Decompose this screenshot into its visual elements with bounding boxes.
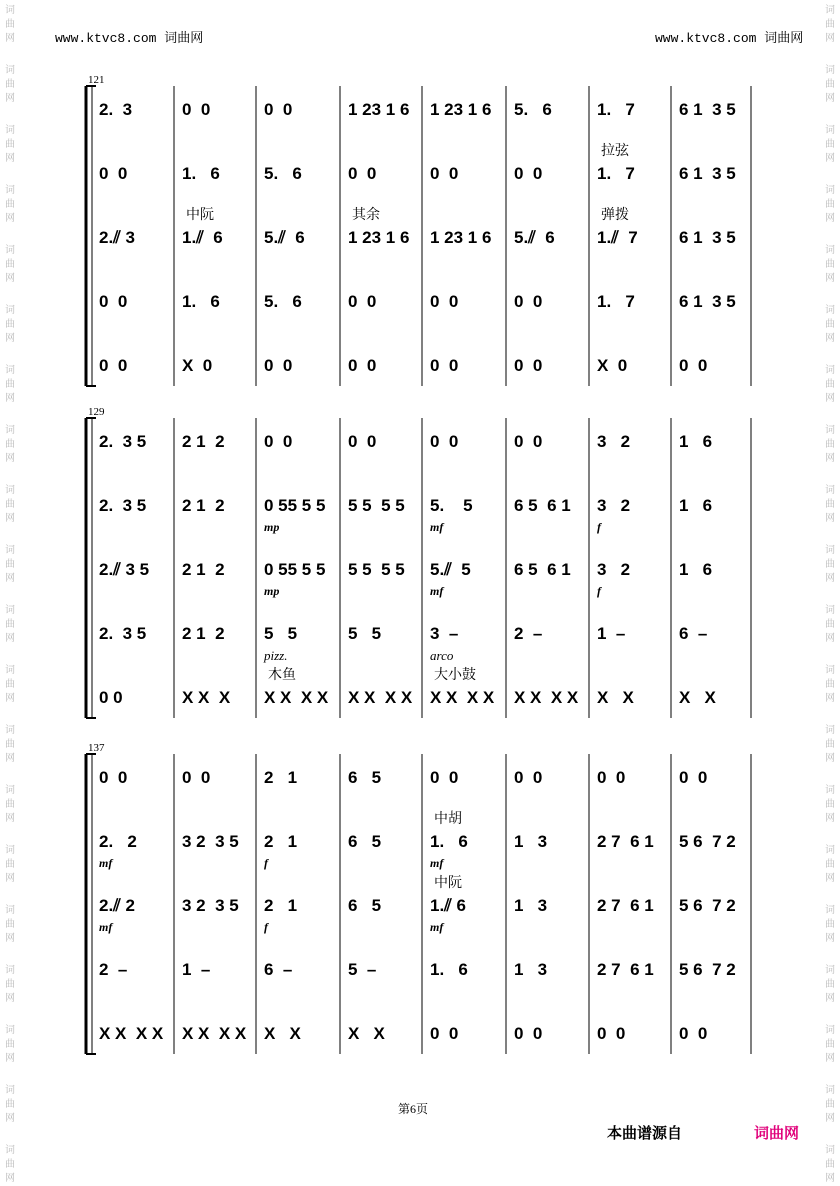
notation-cell: 5 5 5 5 [348, 560, 405, 579]
notation-cell: 1 23 1 6 [430, 228, 492, 247]
watermark-glyph: 曲 [825, 859, 835, 870]
notation-cell: 2 1 2 [182, 496, 225, 515]
watermark-glyph: 曲 [5, 919, 15, 930]
notation-cell: 0 0 [430, 768, 459, 787]
notation-cell: 6 5 [348, 896, 382, 915]
dynamic-mark: mf [430, 920, 444, 934]
notation-cell: 1 23 1 6 [430, 100, 492, 119]
notation-cell: 3 2 3 5 [182, 832, 239, 851]
watermark-glyph: 词 [5, 185, 15, 196]
dynamic-mark: mf [430, 520, 444, 534]
watermark-glyph: 网 [825, 1113, 835, 1124]
notation-cell: 2. 3 5 [99, 624, 147, 643]
notation-cell: 0 0 [430, 164, 459, 183]
watermark-glyph: 网 [5, 1173, 15, 1184]
notation-cell: 2. 3 5 [99, 496, 147, 515]
watermark-glyph: 词 [5, 1025, 15, 1036]
watermark-glyph: 网 [5, 333, 15, 344]
notation-cell: 2 1 [264, 896, 298, 915]
notation-cell: 1 23 1 6 [348, 100, 410, 119]
watermark-glyph: 网 [5, 1113, 15, 1124]
watermark-glyph: 词 [5, 965, 15, 976]
notation-cell: 1 – [597, 624, 626, 643]
watermark-glyph: 词 [825, 1025, 835, 1036]
watermark-glyph: 词 [5, 665, 15, 676]
notation-cell: 1. 7 [597, 292, 635, 311]
notation-cell: 0 0 [264, 432, 293, 451]
watermark-glyph: 网 [5, 993, 15, 1004]
source-label: 本曲谱源自 [607, 1125, 683, 1142]
notation-cell: 0 0 [430, 1024, 459, 1043]
watermark-glyph: 曲 [825, 679, 835, 690]
watermark-glyph: 词 [825, 1085, 835, 1096]
notation-cell: X X X X [348, 688, 413, 707]
notation-cell: 5. 5 [430, 496, 473, 515]
notation-cell: 1. 6 [182, 292, 220, 311]
instrument-label: 木鱼 [268, 666, 296, 682]
watermark-glyph: 曲 [5, 319, 15, 330]
watermark-glyph: 曲 [825, 319, 835, 330]
watermark-glyph: 网 [5, 513, 15, 524]
watermark-glyph: 网 [5, 273, 15, 284]
notation-cell: 1 – [182, 960, 211, 979]
notation-cell: 3 2 [597, 432, 631, 451]
watermark-glyph: 词 [5, 905, 15, 916]
notation-cell: 6 1 3 5 [679, 292, 736, 311]
notation-cell: 0 0 [430, 356, 459, 375]
notation-cell: 1 3 [514, 960, 548, 979]
notation-cell: 0 0 [182, 768, 211, 787]
watermark-glyph: 网 [5, 93, 15, 104]
notation-cell: 6 5 6 1 [514, 560, 571, 579]
notation-cell: 1 3 [514, 896, 548, 915]
notation-cell: 5.⫽ 6 [514, 228, 555, 247]
watermark-glyph: 词 [825, 65, 835, 76]
watermark-glyph: 词 [5, 545, 15, 556]
notation-cell: 5 5 5 5 [348, 496, 405, 515]
technique-mark: pizz. [264, 648, 288, 663]
notation-cell: 5.⫽ 6 [264, 228, 305, 247]
watermark-glyph: 词 [5, 845, 15, 856]
notation-cell: 1. 6 [430, 832, 468, 851]
instrument-label: 中阮 [186, 206, 214, 222]
notation-cell: 6 5 6 1 [514, 496, 571, 515]
notation-cell: 5 6 7 2 [679, 960, 736, 979]
notation-cell: 5 6 7 2 [679, 896, 736, 915]
measure-number: 137 [88, 742, 105, 754]
notation-cell: 2 1 [264, 768, 298, 787]
notation-cell: X X X X [514, 688, 579, 707]
notation-cell: 3 2 3 5 [182, 896, 239, 915]
notation-cell: 2 – [99, 960, 128, 979]
notation-cell: 0 0 [99, 768, 128, 787]
watermark-glyph: 曲 [825, 979, 835, 990]
watermark-glyph: 词 [825, 185, 835, 196]
watermark-glyph: 网 [5, 633, 15, 644]
watermark-glyph: 词 [825, 605, 835, 616]
watermark-glyph: 曲 [5, 1039, 15, 1050]
watermark-glyph: 网 [825, 693, 835, 704]
watermark-glyph: 曲 [5, 139, 15, 150]
watermark-glyph: 网 [5, 153, 15, 164]
watermark-glyph: 网 [825, 213, 835, 224]
dynamic-mark: mf [430, 584, 444, 598]
notation-cell: X X [679, 688, 716, 707]
dynamic-mark: mp [264, 584, 280, 598]
instrument-label: 中阮 [434, 874, 462, 890]
watermark-glyph: 网 [825, 873, 835, 884]
watermark-glyph: 网 [5, 33, 15, 44]
dynamic-mark: f [264, 856, 268, 870]
notation-cell: 6 – [264, 960, 293, 979]
watermark-glyph: 词 [5, 605, 15, 616]
notation-cell: X X X X [182, 1024, 247, 1043]
dynamic-mark: mf [99, 856, 113, 870]
dynamic-mark: mf [430, 856, 444, 870]
header-left-url: www.ktvc8.com 词曲网 [55, 31, 204, 46]
watermark-glyph: 曲 [5, 559, 15, 570]
notation-cell: 0 0 [348, 432, 377, 451]
notation-cell: 2 1 2 [182, 560, 225, 579]
watermark-glyph: 词 [5, 1085, 15, 1096]
watermark-glyph: 曲 [825, 799, 835, 810]
notation-cell: 0 0 [514, 432, 543, 451]
dynamic-mark: mf [99, 920, 113, 934]
notation-cell: 1. 7 [597, 164, 635, 183]
watermark-glyph: 词 [825, 845, 835, 856]
watermark-glyph: 曲 [825, 19, 835, 30]
notation-cell: 6 1 3 5 [679, 228, 736, 247]
watermark-glyph: 曲 [5, 619, 15, 630]
watermark-glyph: 词 [5, 725, 15, 736]
notation-cell: 0 0 [514, 1024, 543, 1043]
notation-cell: 0 0 [679, 1024, 708, 1043]
watermark-glyph: 曲 [825, 259, 835, 270]
notation-cell: 0 0 [514, 164, 543, 183]
watermark-glyph: 曲 [5, 1159, 15, 1170]
watermark-glyph: 网 [5, 813, 15, 824]
watermark-glyph: 词 [825, 1145, 835, 1156]
notation-cell: 5. 6 [264, 164, 302, 183]
notation-cell: X X X [182, 688, 231, 707]
watermark-glyph: 曲 [5, 1099, 15, 1110]
notation-cell: 0 0 [597, 768, 626, 787]
notation-cell: 2 7 6 1 [597, 896, 654, 915]
measure-number: 129 [88, 406, 105, 418]
watermark-glyph: 曲 [825, 139, 835, 150]
notation-cell: 0 0 [514, 292, 543, 311]
notation-cell: 1.⫽ 7 [597, 228, 638, 247]
watermark-glyph: 曲 [825, 1039, 835, 1050]
notation-cell: 3 2 [597, 496, 631, 515]
watermark-glyph: 词 [825, 905, 835, 916]
notation-cell: 1 6 [679, 496, 713, 515]
watermark-glyph: 网 [825, 333, 835, 344]
notation-cell: 3 – [430, 624, 459, 643]
notation-cell: 1.⫽ 6 [182, 228, 223, 247]
notation-cell: X X [264, 1024, 301, 1043]
notation-cell: 0 0 [264, 100, 293, 119]
watermark-glyph: 曲 [825, 739, 835, 750]
watermark-glyph: 词 [825, 785, 835, 796]
notation-cell: 1 6 [679, 560, 713, 579]
notation-cell: 5. 6 [264, 292, 302, 311]
watermark-glyph: 词 [825, 425, 835, 436]
notation-cell: 0 0 [99, 292, 128, 311]
source-site-link[interactable]: 词曲网 [754, 1125, 800, 1142]
notation-cell: 0 0 [182, 100, 211, 119]
notation-cell: X X X X [99, 1024, 164, 1043]
notation-cell: 1. 7 [597, 100, 635, 119]
watermark-glyph: 词 [825, 5, 835, 16]
watermark-glyph: 词 [825, 245, 835, 256]
notation-cell: X X X X [430, 688, 495, 707]
notation-cell: 1. 6 [182, 164, 220, 183]
notation-cell: 0 0 [597, 1024, 626, 1043]
dynamic-mark: f [264, 920, 268, 934]
watermark-glyph: 词 [5, 485, 15, 496]
watermark-glyph: 曲 [825, 439, 835, 450]
watermark-glyph: 网 [825, 633, 835, 644]
watermark-glyph: 词 [825, 365, 835, 376]
watermark-glyph: 曲 [5, 379, 15, 390]
notation-cell: 1 3 [514, 832, 548, 851]
watermark-glyph: 网 [5, 453, 15, 464]
notation-cell: X X [597, 688, 634, 707]
notation-cell: 0 0 [99, 356, 128, 375]
notation-cell: 2 1 2 [182, 624, 225, 643]
notation-cell: 3 2 [597, 560, 631, 579]
notation-cell: X X [348, 1024, 385, 1043]
watermark-glyph: 网 [825, 1053, 835, 1064]
watermark-glyph: 词 [5, 425, 15, 436]
watermark-glyph: 网 [825, 393, 835, 404]
notation-cell: 0 0 [348, 292, 377, 311]
page-number: 第6页 [398, 1102, 429, 1116]
watermark-glyph: 词 [5, 245, 15, 256]
notation-cell: X X X X [264, 688, 329, 707]
notation-cell: 1 6 [679, 432, 713, 451]
notation-cell: 6 5 [348, 832, 382, 851]
watermark-glyph: 词 [825, 965, 835, 976]
notation-cell: 5 5 [264, 624, 298, 643]
measure-number: 121 [88, 74, 105, 86]
watermark-glyph: 词 [5, 1145, 15, 1156]
watermark-glyph: 词 [825, 725, 835, 736]
watermark-glyph: 词 [825, 485, 835, 496]
watermark-glyph: 网 [825, 933, 835, 944]
watermark-glyph: 曲 [5, 679, 15, 690]
watermark-glyph: 词 [5, 65, 15, 76]
instrument-label: 弹拨 [601, 206, 629, 222]
notation-cell: 0 0 [99, 164, 128, 183]
notation-cell: 1.⫽ 6 [430, 896, 466, 915]
watermark-glyph: 词 [825, 665, 835, 676]
watermark-glyph: 网 [5, 693, 15, 704]
watermark-glyph: 网 [5, 753, 15, 764]
notation-cell: 2.⫽ 3 [99, 228, 135, 247]
notation-cell: 6 – [679, 624, 708, 643]
watermark-glyph: 词 [5, 785, 15, 796]
notation-cell: 0 0 [514, 356, 543, 375]
watermark-glyph: 网 [825, 33, 835, 44]
watermark-glyph: 曲 [5, 499, 15, 510]
header-right-url: www.ktvc8.com 词曲网 [655, 31, 804, 46]
watermark-glyph: 网 [5, 213, 15, 224]
notation-cell: X 0 [597, 356, 628, 375]
notation-cell: 2. 3 [99, 100, 133, 119]
watermark-glyph: 曲 [825, 1159, 835, 1170]
watermark-glyph: 词 [5, 125, 15, 136]
notation-cell: 0 0 [679, 768, 708, 787]
watermark-glyph: 曲 [825, 199, 835, 210]
notation-cell: X 0 [182, 356, 213, 375]
notation-cell: 0 0 [264, 356, 293, 375]
watermark-glyph: 曲 [5, 799, 15, 810]
notation-cell: 0 0 [430, 432, 459, 451]
notation-cell: 0 0 [348, 164, 377, 183]
notation-cell: 1. 6 [430, 960, 468, 979]
watermark-glyph: 网 [825, 753, 835, 764]
notation-cell: 2 7 6 1 [597, 960, 654, 979]
notation-cell: 2 1 2 [182, 432, 225, 451]
watermark-glyph: 词 [825, 125, 835, 136]
dynamic-mark: f [597, 584, 601, 598]
notation-cell: 5 – [348, 960, 377, 979]
watermark-glyph: 网 [825, 153, 835, 164]
instrument-label: 大小鼓 [434, 666, 476, 682]
watermark-glyph: 曲 [825, 559, 835, 570]
watermark-glyph: 曲 [5, 859, 15, 870]
watermark-glyph: 网 [825, 273, 835, 284]
notation-cell: 2 1 [264, 832, 298, 851]
watermark-glyph: 曲 [5, 79, 15, 90]
watermark-glyph: 曲 [5, 19, 15, 30]
watermark-glyph: 曲 [5, 199, 15, 210]
watermark-glyph: 网 [825, 513, 835, 524]
notation-cell: 2 7 6 1 [597, 832, 654, 851]
watermark-glyph: 网 [825, 993, 835, 1004]
watermark-glyph: 词 [5, 365, 15, 376]
watermark-glyph: 曲 [5, 259, 15, 270]
instrument-label: 拉弦 [601, 142, 629, 158]
watermark-glyph: 曲 [5, 979, 15, 990]
watermark-glyph: 曲 [825, 1099, 835, 1110]
watermark-glyph: 曲 [825, 379, 835, 390]
watermark-glyph: 曲 [5, 739, 15, 750]
notation-cell: 0 55 5 5 [264, 496, 326, 515]
watermark-glyph: 曲 [825, 919, 835, 930]
watermark-glyph: 网 [5, 1053, 15, 1064]
watermark-glyph: 网 [825, 1173, 835, 1184]
watermark-glyph: 词 [825, 305, 835, 316]
notation-cell: 2. 3 5 [99, 432, 147, 451]
instrument-label: 中胡 [434, 810, 462, 826]
notation-cell: 5.⫽ 5 [430, 560, 471, 579]
notation-cell: 0 0 [679, 356, 708, 375]
notation-cell: 2. 2 [99, 832, 137, 851]
watermark-glyph: 曲 [825, 79, 835, 90]
notation-cell: 0 0 [348, 356, 377, 375]
notation-cell: 6 1 3 5 [679, 164, 736, 183]
notation-cell: 2.⫽ 2 [99, 896, 135, 915]
dynamic-mark: f [597, 520, 601, 534]
watermark-glyph: 词 [5, 5, 15, 16]
watermark-glyph: 网 [825, 813, 835, 824]
notation-cell: 6 5 [348, 768, 382, 787]
watermark-glyph: 网 [825, 573, 835, 584]
notation-cell: 0 55 5 5 [264, 560, 326, 579]
technique-mark: arco [430, 648, 454, 663]
notation-cell: 5 5 [348, 624, 382, 643]
notation-cell: 6 1 3 5 [679, 100, 736, 119]
watermark-glyph: 网 [5, 933, 15, 944]
notation-cell: 2.⫽ 3 5 [99, 560, 150, 579]
watermark-glyph: 曲 [5, 439, 15, 450]
watermark-glyph: 曲 [825, 619, 835, 630]
watermark-glyph: 网 [5, 393, 15, 404]
watermark-glyph: 网 [825, 453, 835, 464]
notation-cell: 2 – [514, 624, 543, 643]
watermark-glyph: 词 [825, 545, 835, 556]
notation-cell: 0 0 [430, 292, 459, 311]
watermark-glyph: 词 [5, 305, 15, 316]
notation-cell: 0 0 [99, 688, 123, 707]
notation-cell: 5 6 7 2 [679, 832, 736, 851]
watermark-glyph: 网 [5, 873, 15, 884]
dynamic-mark: mp [264, 520, 280, 534]
watermark-glyph: 曲 [825, 499, 835, 510]
instrument-label: 其余 [352, 206, 380, 222]
notation-cell: 5. 6 [514, 100, 552, 119]
notation-cell: 0 0 [514, 768, 543, 787]
notation-cell: 1 23 1 6 [348, 228, 410, 247]
watermark-glyph: 网 [825, 93, 835, 104]
watermark-glyph: 网 [5, 573, 15, 584]
